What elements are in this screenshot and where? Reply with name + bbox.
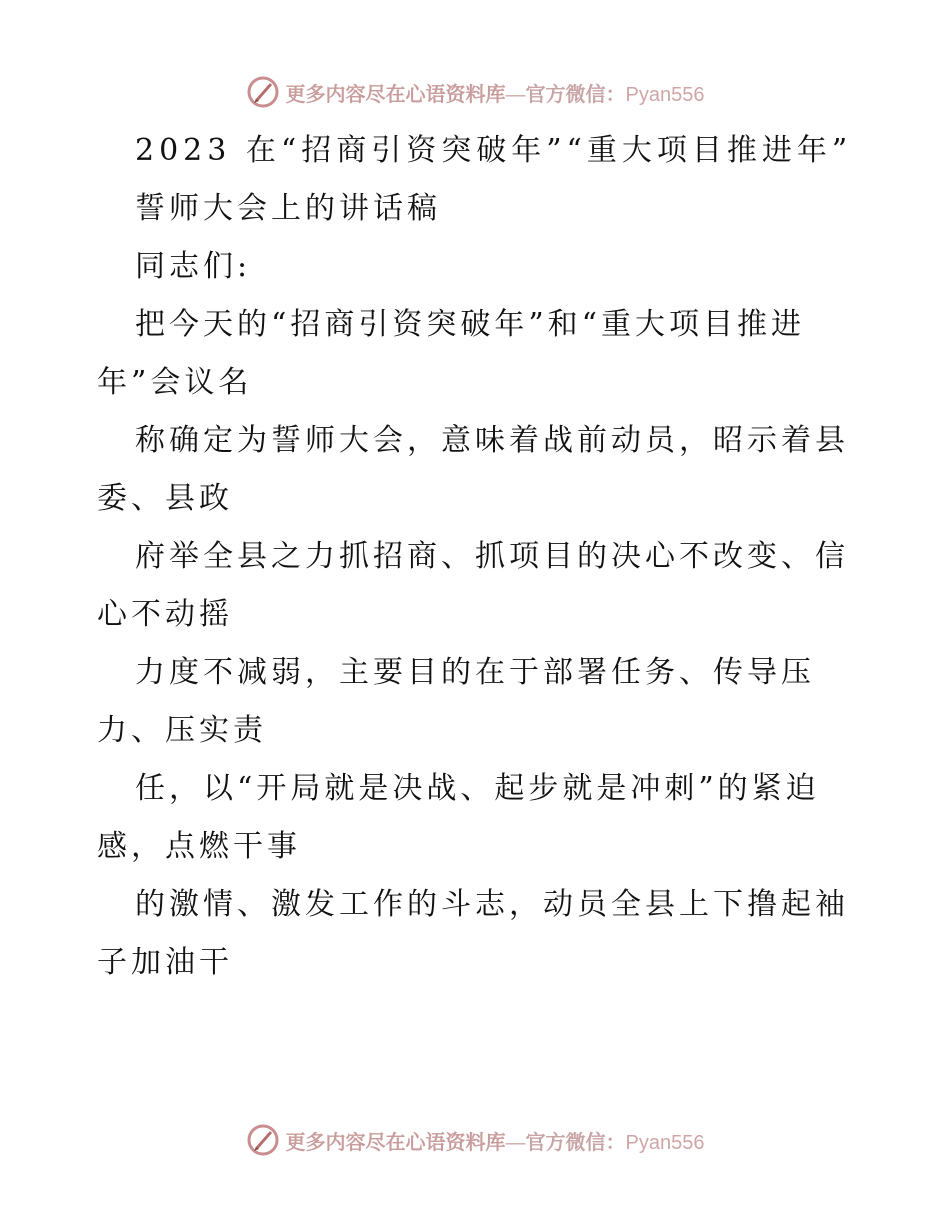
body-paragraph: 力度不减弱，主要目的在于部署任务、传导压力、压实责	[97, 655, 815, 748]
body-paragraph: 府举全县之力抓招商、抓项目的决心不改变、信心不动摇	[97, 539, 849, 632]
document-title: 2023 在“招商引资突破年”“重大项目推进年”	[135, 133, 853, 168]
quill-logo-icon	[246, 1123, 280, 1157]
watermark-footer	[0, 1120, 950, 1160]
quill-logo-icon	[246, 75, 280, 109]
watermark-header	[0, 72, 950, 112]
body-paragraph: 把今天的“招商引资突破年”和“重大项目推进年”会议名	[97, 307, 806, 400]
document-subtitle: 誓师大会上的讲话稿	[135, 191, 441, 226]
body-paragraph: 的激情、激发工作的斗志，动员全县上下撸起袖子加油干	[97, 887, 849, 980]
salutation: 同志们:	[135, 249, 252, 284]
body-paragraph: 称确定为誓师大会，意味着战前动员，昭示着县委、县政	[97, 423, 849, 516]
body-paragraph: 任，以“开局就是决战、起步就是冲刺”的紧迫感，点燃干事	[97, 771, 820, 864]
document-body	[97, 122, 857, 992]
watermark-text: 更多内容尽在心语资料库—官方微信：Pyan556	[285, 83, 705, 106]
watermark-text: 更多内容尽在心语资料库—官方微信：Pyan556	[285, 1131, 705, 1154]
